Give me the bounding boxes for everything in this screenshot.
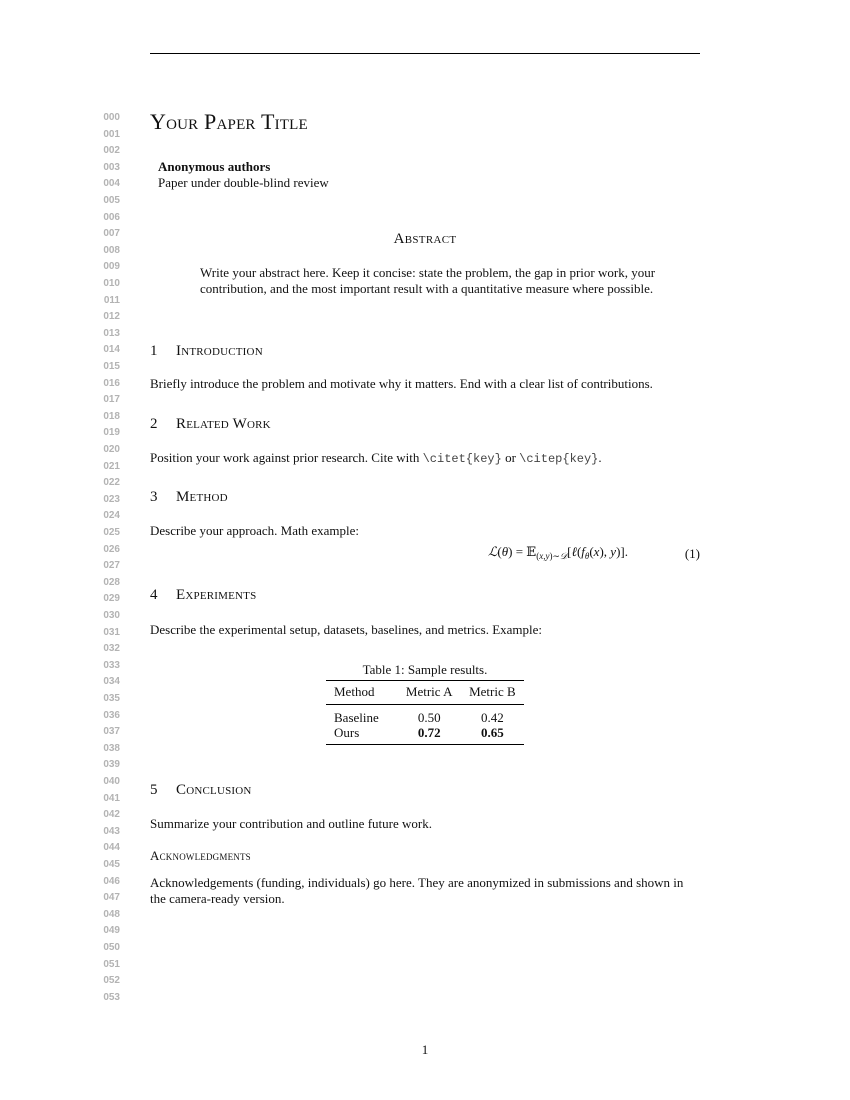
line-number: 041 — [103, 792, 120, 804]
related-text-start: Position your work against prior research. Cite with — [150, 450, 423, 465]
line-number: 018 — [103, 410, 120, 422]
line-number: 051 — [103, 958, 120, 970]
line-number: 024 — [103, 510, 120, 522]
line-number: 006 — [103, 211, 120, 223]
line-number: 035 — [103, 693, 120, 704]
experiments-text: Describe the experimental setup, datasets, baselines, and metrics. Example: — [150, 622, 543, 637]
results-table — [326, 680, 524, 745]
table-cell: 0.42 — [481, 710, 504, 725]
line-number: 007 — [103, 228, 120, 240]
line-number: 022 — [103, 477, 120, 489]
table-cell: 0.50 — [417, 710, 441, 725]
table-header-cell: Method — [326, 681, 398, 705]
table-cell: 0.65 — [481, 725, 504, 740]
method-text: Describe your approach. Math example: — [150, 523, 360, 538]
line-number: 036 — [103, 709, 120, 721]
line-number: 020 — [103, 444, 120, 455]
table-header-cell: Metric A — [398, 681, 461, 705]
line-number: 050 — [103, 942, 120, 953]
loss-equation: ℒ(θ) = $𝔼_{(x,y)\sim 𝒟}[\ell(f_\theta(x)$, y)]. — [488, 544, 628, 561]
line-number: 002 — [103, 145, 120, 157]
line-number: 015 — [103, 361, 120, 372]
line-number: 016 — [103, 377, 120, 389]
table-cell: Baseline — [334, 710, 379, 725]
equation-number: (1) — [684, 546, 700, 561]
line-number: 004 — [103, 178, 120, 190]
line-number: 026 — [103, 543, 120, 555]
abstract-text: Write your abstract here. Keep it concise: state the problem, the gap in prior work, your contribution, and the most important result with a quantitative measure where possible. — [200, 265, 656, 296]
line-number: 038 — [103, 742, 120, 754]
section-number: 3 — [150, 489, 158, 505]
line-number: 040 — [103, 776, 120, 787]
line-number: 048 — [103, 908, 120, 920]
line-number: 027 — [103, 560, 120, 572]
section-heading-related-work — [150, 414, 271, 434]
table-row — [326, 705, 524, 726]
line-number: 049 — [103, 925, 120, 937]
equation-1 — [150, 544, 700, 564]
table-caption: Table 1: Sample results. — [362, 662, 488, 677]
line-number: 030 — [103, 610, 120, 621]
acknowledgments-text: Acknowledgements (funding, individuals) go here. They are anonymized in submissions and shown in the camera-ready version. — [150, 875, 684, 906]
section-heading-introduction — [150, 341, 263, 361]
citet-command: \citet{key} — [422, 452, 502, 466]
section-number: 4 — [150, 587, 158, 603]
table-cell: Ours — [334, 725, 360, 740]
line-number: 047 — [103, 892, 120, 904]
section-heading-experiments — [150, 585, 256, 605]
table-header-cell: Metric B — [461, 681, 524, 705]
section-number: 2 — [150, 416, 158, 432]
line-number: 009 — [103, 261, 120, 273]
line-number: 042 — [103, 809, 120, 821]
line-number: 044 — [103, 842, 120, 854]
author-names: Anonymous authors — [158, 159, 271, 174]
line-number: 053 — [103, 991, 120, 1003]
section-title: Conclusion — [176, 782, 252, 798]
section-heading-method — [150, 487, 228, 507]
line-number: 012 — [103, 311, 120, 323]
abstract-heading: Abstract — [393, 231, 457, 247]
line-number: 031 — [103, 626, 120, 638]
author-block — [158, 159, 329, 191]
section-number: 1 — [150, 343, 158, 359]
line-number: 005 — [103, 195, 120, 206]
table-cell: 0.72 — [417, 725, 441, 740]
line-number: 032 — [103, 643, 120, 655]
line-number: 045 — [103, 859, 120, 870]
line-number: 019 — [103, 427, 120, 439]
header-rule — [150, 53, 700, 54]
line-number: 011 — [103, 294, 120, 306]
conclusion-text: Summarize your contribution and outline future work. — [150, 816, 432, 831]
table-row — [326, 725, 524, 744]
section-title: Introduction — [176, 343, 263, 359]
line-number: 052 — [103, 975, 120, 987]
section-title: Related Work — [176, 416, 271, 432]
section-title: Experiments — [176, 587, 257, 603]
line-number: 029 — [103, 593, 120, 605]
line-number: 023 — [103, 493, 120, 505]
line-number: 046 — [103, 875, 120, 887]
related-work-text — [150, 450, 702, 467]
line-number: 033 — [103, 659, 120, 671]
line-number: 028 — [103, 576, 120, 588]
line-number: 017 — [103, 394, 120, 406]
table-header-row — [326, 681, 524, 705]
line-number: 043 — [103, 825, 120, 837]
line-number: 010 — [103, 278, 120, 289]
line-number: 003 — [103, 161, 120, 173]
related-text-end: . — [598, 450, 602, 465]
section-heading-conclusion — [150, 780, 252, 800]
line-number: 008 — [103, 244, 120, 256]
section-number: 5 — [150, 782, 158, 798]
related-text-mid: or — [501, 450, 520, 465]
line-number: 001 — [103, 128, 120, 140]
line-number: 039 — [103, 759, 120, 771]
line-number: 000 — [103, 112, 120, 123]
line-number: 013 — [103, 327, 120, 339]
line-number: 037 — [103, 726, 120, 738]
line-number: 014 — [103, 344, 120, 356]
author-affiliation: Paper under double-blind review — [158, 175, 329, 190]
section-title: Method — [176, 489, 228, 505]
line-number: 034 — [103, 676, 120, 688]
line-number: 021 — [103, 460, 120, 472]
citep-command: \citep{key} — [519, 452, 599, 466]
line-number: 025 — [103, 527, 120, 538]
page-number: 1 — [421, 1042, 429, 1057]
acknowledgments-heading: Acknowledgments — [150, 848, 251, 863]
paper-title: Your Paper Title — [150, 109, 308, 134]
introduction-text: Briefly introduce the problem and motivate why it matters. End with a clear list of contributions. — [150, 376, 653, 391]
